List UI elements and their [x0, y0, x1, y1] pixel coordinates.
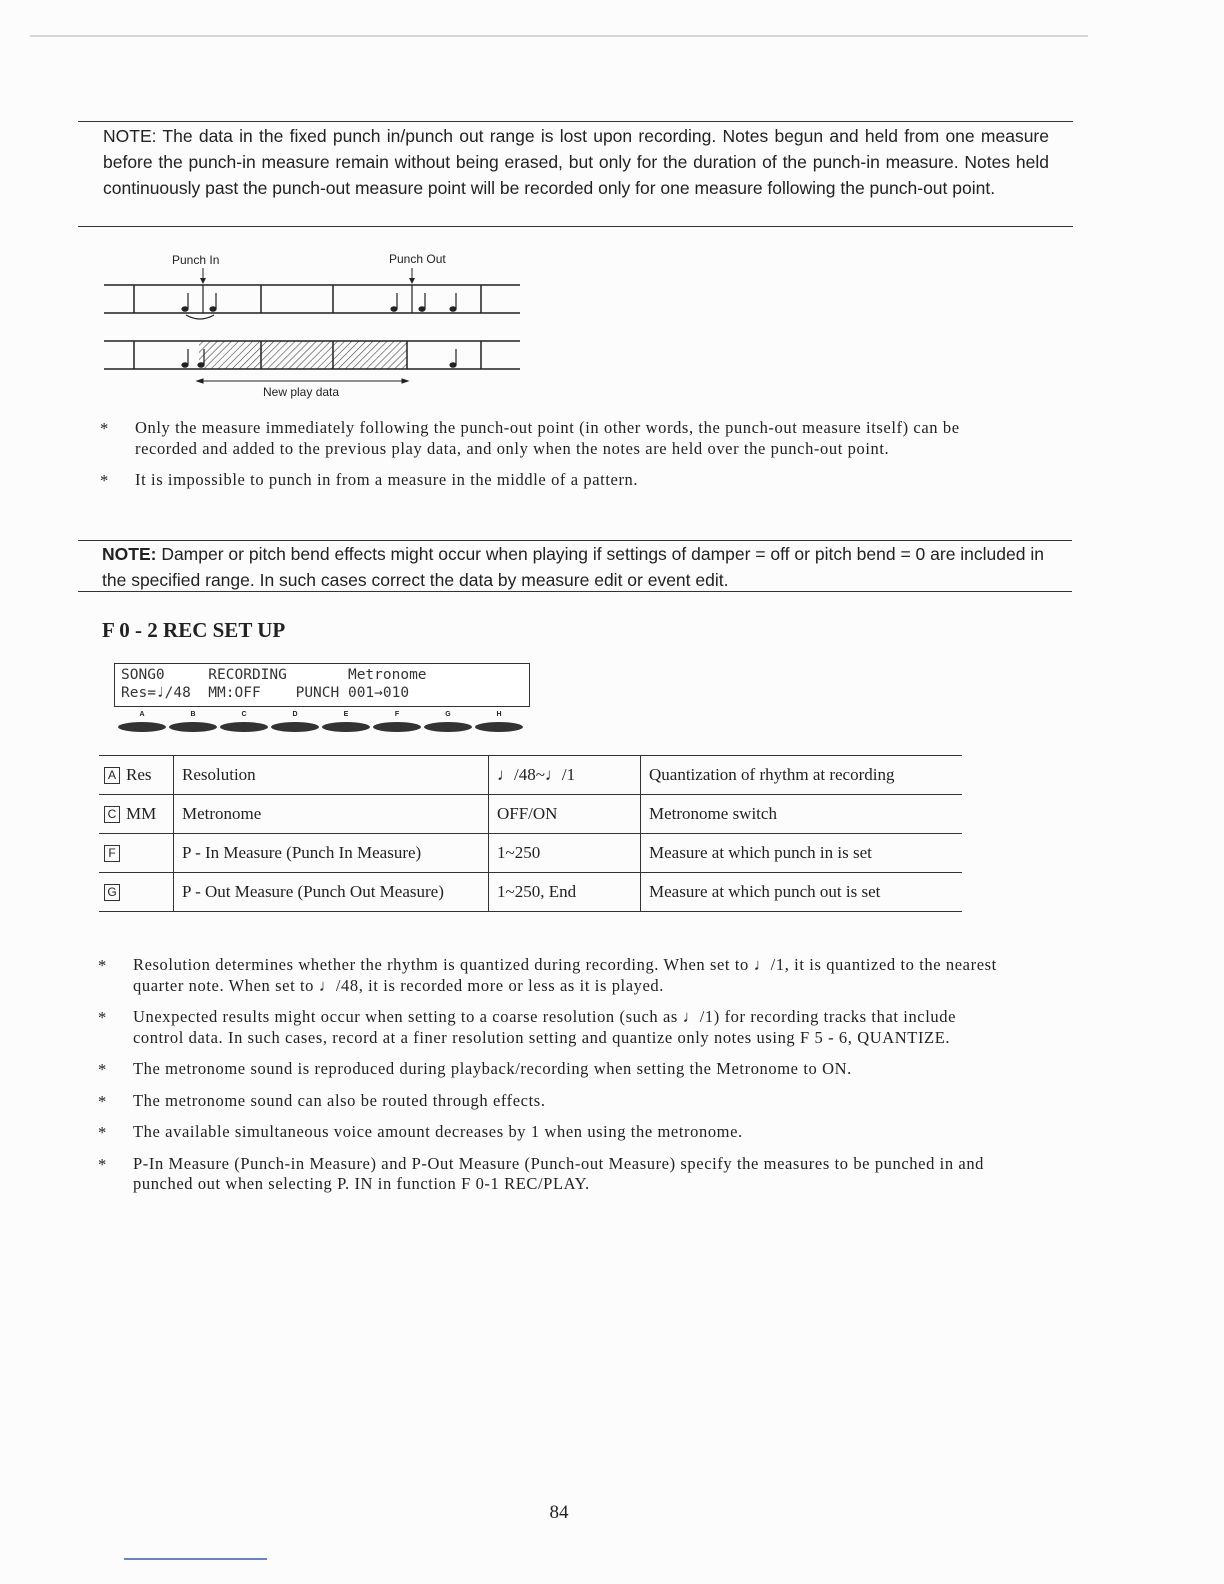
param-desc: Metronome switch — [641, 795, 963, 834]
key-e[interactable] — [322, 711, 370, 732]
table-row — [99, 756, 962, 795]
param-key-cell — [99, 795, 174, 834]
param-key-cell — [99, 834, 174, 873]
table-row — [99, 873, 962, 912]
list-item — [100, 418, 1000, 459]
bullet-text: The metronome sound can also be routed through effects. — [133, 1090, 546, 1110]
punch-in-label: Punch In — [172, 253, 220, 267]
parameter-table — [99, 755, 962, 912]
section-title: F 0 - 2 REC SET UP — [102, 618, 286, 642]
bullet-text: It is impossible to punch in from a measure in the middle of a pattern. — [135, 470, 639, 489]
param-desc: Measure at which punch in is set — [641, 834, 963, 873]
lcd-row-1: SONG0 RECORDING Metronome — [121, 667, 427, 683]
header-rule — [30, 35, 1088, 37]
key-label: G — [445, 711, 451, 718]
note-label: NOTE: — [102, 544, 157, 564]
punch-in-out-diagram — [100, 246, 525, 406]
new-play-data-label: New play data — [263, 385, 340, 399]
bullet-marker: * — [98, 956, 107, 975]
key-b[interactable] — [169, 711, 217, 732]
bullet-marker: * — [98, 1154, 107, 1174]
list-item — [100, 470, 1000, 491]
param-key-cell — [99, 873, 174, 912]
key-label: E — [343, 711, 349, 718]
bullet-marker: * — [98, 1123, 107, 1142]
param-name: P - In Measure (Punch In Measure) — [174, 834, 489, 873]
punch-out-label: Punch Out — [389, 252, 446, 266]
key-label: F — [394, 711, 400, 718]
new-play-data-span-arrow — [197, 379, 408, 383]
key-box: G — [104, 884, 120, 901]
bullet-text: Only the measure immediately following the punch-out point (in other words, the punch-out measure itself) can be recorded and added to the previous play data, and only when the notes are held over the punch-out point. — [135, 418, 960, 458]
bullet-marker: * — [98, 1008, 107, 1027]
new-data-row — [104, 341, 520, 369]
list-item — [98, 1091, 998, 1112]
param-desc: Quantization of rhythm at recording — [641, 756, 963, 795]
key-box: F — [104, 845, 120, 862]
punch-out-arrow — [409, 268, 415, 284]
bullet-text: The metronome sound is reproduced during playback/recording when setting the Metronome to ON. — [133, 1059, 852, 1078]
bullet-marker: * — [100, 419, 109, 438]
param-range: ♩/48~♩/1 — [489, 756, 641, 795]
param-short: Res — [126, 765, 152, 784]
page-number: 84 — [549, 1502, 569, 1523]
bullet-marker: * — [100, 471, 109, 490]
bullet-text: Resolution determines whether the rhythm is quantized during recording. When set to ♩/1, it is quantized to the nearest quarter note. When set to ♩/48, it is recorded more or less as it is played. — [133, 955, 997, 995]
table-row — [99, 834, 962, 873]
param-short: MM — [126, 804, 157, 823]
note-box-punch-range — [78, 121, 1073, 227]
key-label: H — [496, 711, 502, 718]
list-item — [98, 1122, 998, 1143]
table-row — [99, 795, 962, 834]
notes-row1 — [182, 293, 456, 319]
key-label: C — [241, 711, 247, 718]
original-data-row — [104, 285, 520, 313]
bullet-text: The available simultaneous voice amount decreases by 1 when using the metronome. — [133, 1122, 743, 1141]
lcd-row-2: Res=♩/48 MM:OFF PUNCH 001→010 — [121, 685, 410, 701]
list-item — [98, 955, 998, 996]
param-range: 1~250 — [489, 834, 641, 873]
param-range: 1~250, End — [489, 873, 641, 912]
bullet-list-punch-notes — [100, 418, 1000, 502]
param-name: Resolution — [174, 756, 489, 795]
param-range: OFF/ON — [489, 795, 641, 834]
key-label: B — [190, 711, 196, 718]
bullet-list-rec-setup — [98, 955, 998, 1206]
bullet-marker: * — [98, 1091, 107, 1111]
key-d[interactable] — [271, 711, 319, 732]
lcd-display — [114, 663, 530, 707]
note-text: Damper or pitch bend effects might occur when playing if settings of damper = off or pitch bend = 0 are included in the specified range. In such cases correct the data by measure edit or event edit. — [102, 544, 1044, 590]
key-c[interactable] — [220, 711, 268, 732]
note-box-damper — [78, 540, 1072, 592]
key-label: D — [292, 711, 298, 718]
list-item — [98, 1007, 998, 1048]
key-box: C — [104, 806, 120, 823]
key-f[interactable] — [373, 711, 421, 732]
bullet-marker: * — [98, 1060, 107, 1079]
key-a[interactable] — [118, 711, 166, 732]
punch-in-arrow — [200, 268, 206, 284]
list-item — [98, 1059, 998, 1080]
key-g[interactable] — [424, 711, 472, 732]
function-keys — [116, 708, 526, 734]
param-name: Metronome — [174, 795, 489, 834]
footer-rule — [124, 1558, 267, 1560]
param-name: P - Out Measure (Punch Out Measure) — [174, 873, 489, 912]
bullet-text: P-In Measure (Punch-in Measure) and P-Out Measure (Punch-out Measure) specify the measures to be punched in and punched out when selecting P. IN in function F 0-1 REC/PLAY. — [133, 1153, 985, 1193]
key-label: A — [139, 711, 145, 718]
param-desc: Measure at which punch out is set — [641, 873, 963, 912]
note-text: NOTE: The data in the fixed punch in/punch out range is lost upon recording. Notes begun and held from one measure before the punch-in measure remain without being erased, but only for the duration of the punch-in measure. Notes held continuously past the punch-out measure point will be recorded only for one measure following the punch-out point. — [103, 126, 1049, 198]
key-box: A — [104, 767, 120, 784]
key-h[interactable] — [475, 711, 523, 732]
list-item — [98, 1154, 998, 1195]
bullet-text: Unexpected results might occur when setting to a coarse resolution (such as ♩/1) for recording tracks that include control data. In such cases, record at a finer resolution setting and quantize only notes using F 5 - 6, QUANTIZE. — [133, 1007, 957, 1047]
param-key-cell — [99, 756, 174, 795]
